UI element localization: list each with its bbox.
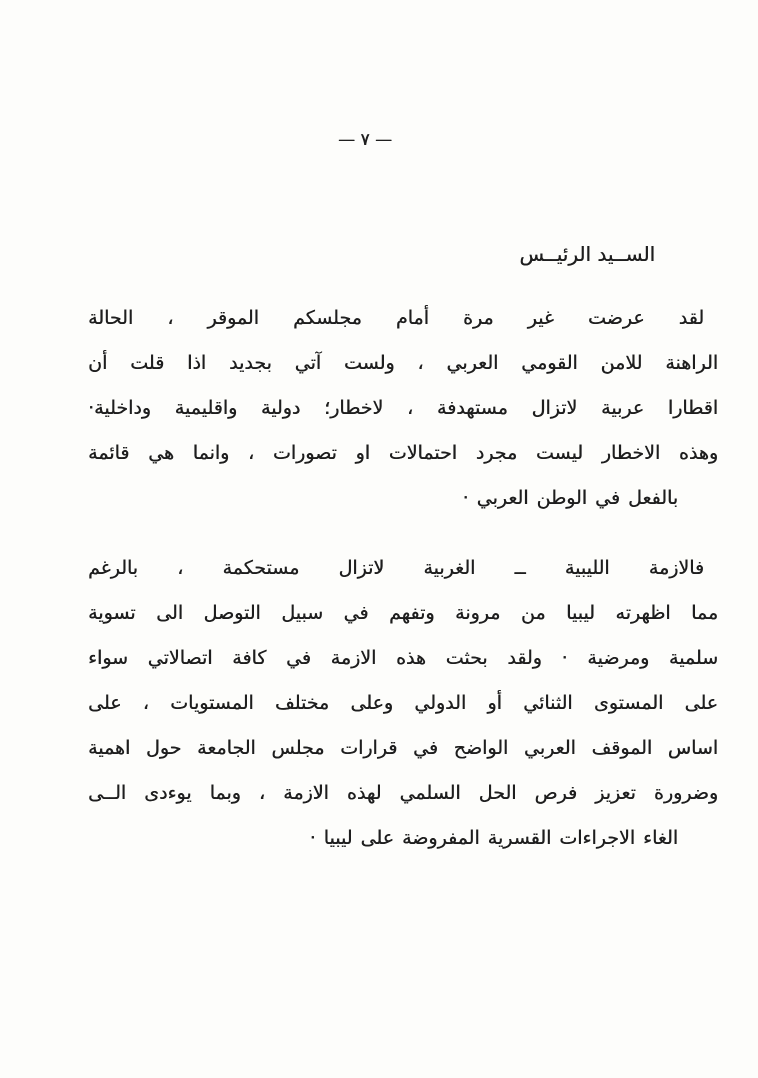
text-line: اساس الموقف العربي الواضح في قرارات مجلس الجامعة حول اهمية	[88, 737, 718, 759]
text-line: بالفعل في الوطن العربي ·	[462, 487, 678, 509]
document-heading: الســيد الرئيــس	[519, 242, 655, 266]
text-line: وهذه الاخطار ليست مجرد احتمالات او تصورات ، وانما هي قائمة	[88, 442, 718, 464]
text-line: الراهنة للامن القومي العربي ، ولست آتي بجديد اذا قلت أن	[88, 352, 718, 374]
page-number: — ٧ —	[338, 130, 392, 150]
text-line: سلمية ومرضية · ولقد بحثت هذه الازمة في كافة اتصالاتي سواء	[88, 647, 718, 669]
paragraph-1	[88, 296, 718, 521]
paragraph-2	[88, 546, 718, 861]
text-line: على المستوى الثنائي أو الدولي وعلى مختلف المستويات ، على	[88, 692, 718, 714]
text-line: الغاء الاجراءات القسرية المفروضة على ليبيا ·	[309, 827, 678, 849]
text-line: فالازمة الليبية ــ الغربية لاتزال مستحكمة ، بالرغم	[88, 557, 704, 579]
text-line: اقطارا عربية لاتزال مستهدفة ، لاخطار؛ دولية واقليمية وداخلية·	[88, 397, 718, 419]
text-line: لقد عرضت غير مرة أمام مجلسكم الموقر ، الحالة	[88, 307, 704, 329]
text-line: وضرورة تعزيز فرص الحل السلمي لهذه الازمة ، وبما يوءدى الــى	[88, 782, 718, 804]
text-line: مما اظهرته ليبيا من مرونة وتفهم في سبيل التوصل الى تسوية	[88, 602, 718, 624]
